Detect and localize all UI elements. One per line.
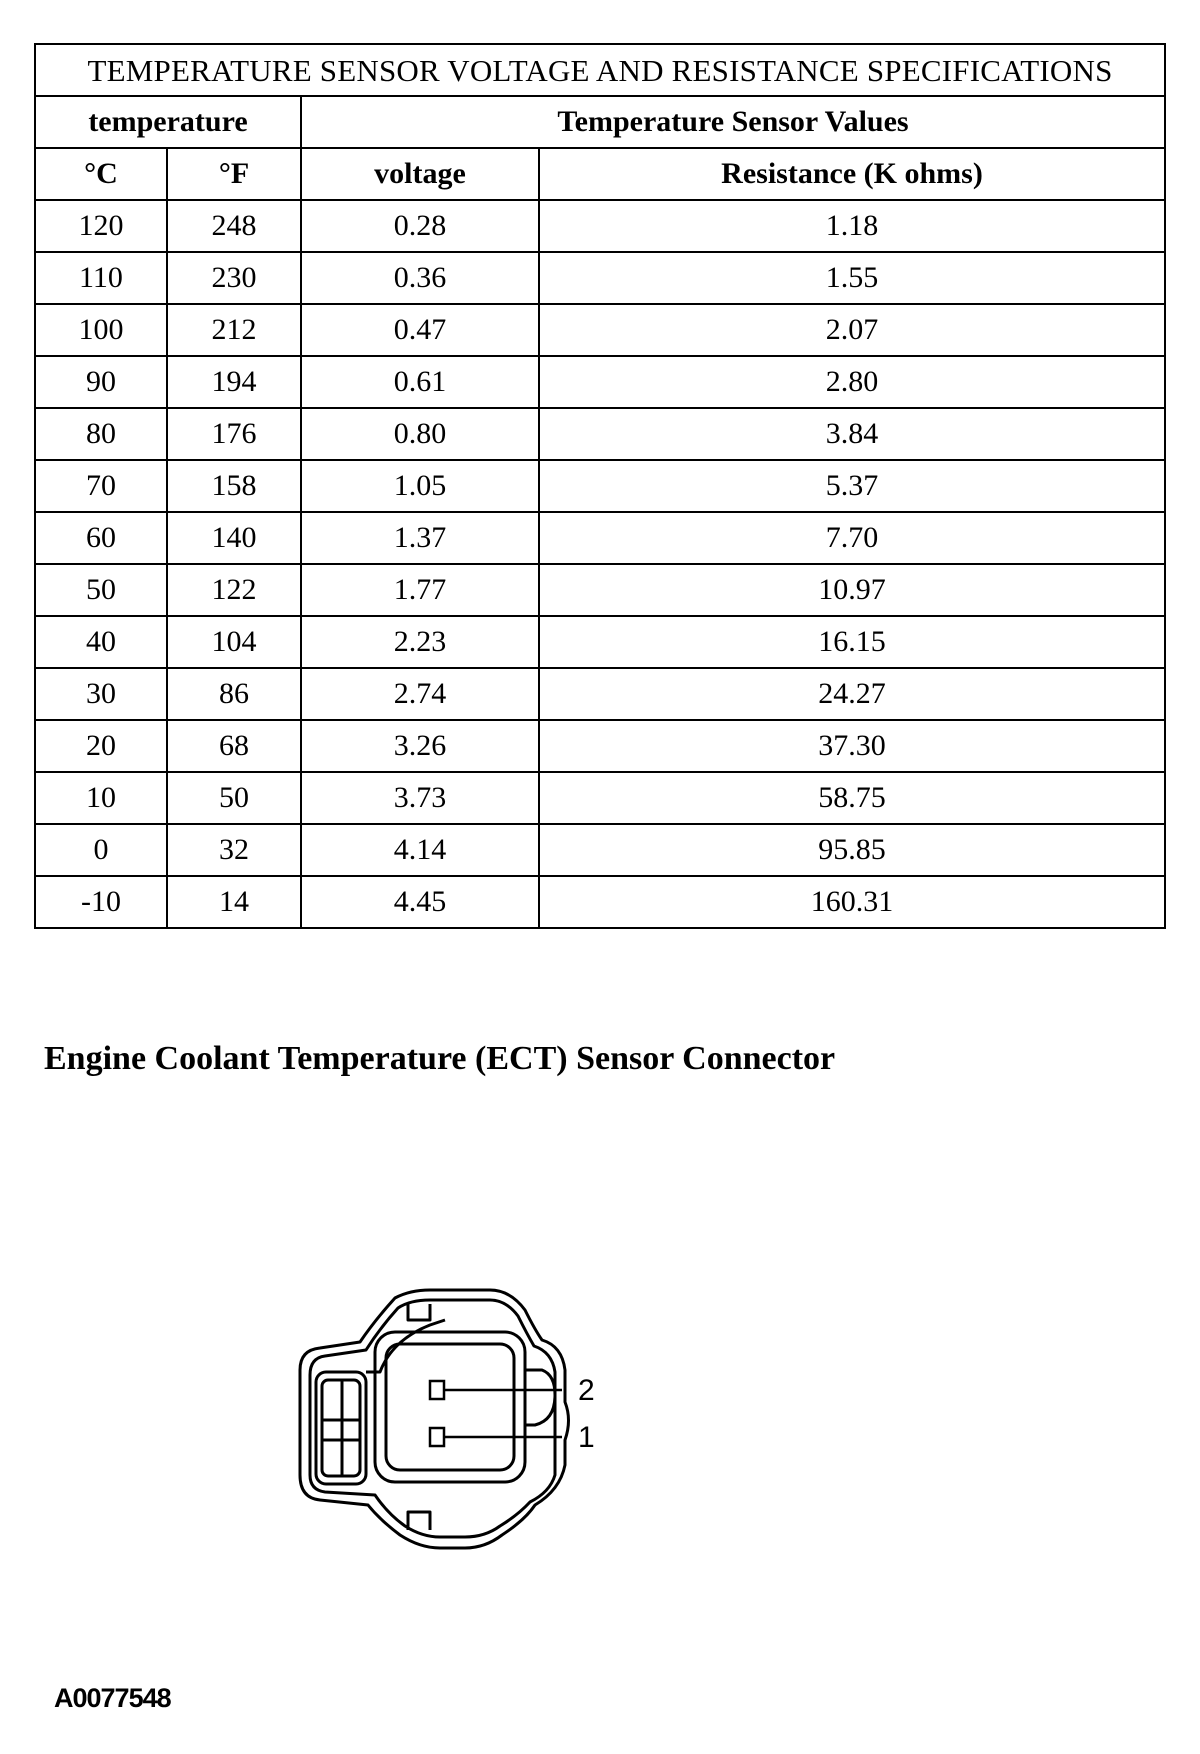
fahrenheit-cell: 68 xyxy=(167,720,301,772)
table-row xyxy=(35,252,1165,304)
resistance-cell: 95.85 xyxy=(539,824,1165,876)
resistance-cell: 160.31 xyxy=(539,876,1165,928)
celsius-cell: 100 xyxy=(35,304,167,356)
celsius-cell: 30 xyxy=(35,668,167,720)
celsius-cell: 40 xyxy=(35,616,167,668)
fahrenheit-cell: 212 xyxy=(167,304,301,356)
fahrenheit-cell: 104 xyxy=(167,616,301,668)
table-row xyxy=(35,564,1165,616)
pin-2-terminal-icon xyxy=(430,1381,444,1399)
voltage-cell: 3.73 xyxy=(301,772,539,824)
resistance-cell: 16.15 xyxy=(539,616,1165,668)
voltage-cell: 0.61 xyxy=(301,356,539,408)
voltage-cell: 4.45 xyxy=(301,876,539,928)
voltage-cell: 1.37 xyxy=(301,512,539,564)
table-row xyxy=(35,616,1165,668)
fahrenheit-cell: 86 xyxy=(167,668,301,720)
fahrenheit-cell: 14 xyxy=(167,876,301,928)
celsius-cell: 10 xyxy=(35,772,167,824)
ect-sensor-connector-diagram xyxy=(280,1280,680,1580)
voltage-cell: 2.74 xyxy=(301,668,539,720)
resistance-cell: 58.75 xyxy=(539,772,1165,824)
specifications-table xyxy=(34,43,1166,929)
celsius-cell: -10 xyxy=(35,876,167,928)
voltage-cell: 3.26 xyxy=(301,720,539,772)
voltage-cell: 1.77 xyxy=(301,564,539,616)
connector-housing-icon xyxy=(300,1290,569,1548)
terminal-pins xyxy=(430,1381,444,1446)
fahrenheit-cell: 158 xyxy=(167,460,301,512)
celsius-cell: 20 xyxy=(35,720,167,772)
fahrenheit-cell: 248 xyxy=(167,200,301,252)
table-row xyxy=(35,772,1165,824)
resistance-cell: 24.27 xyxy=(539,668,1165,720)
table-row xyxy=(35,408,1165,460)
sensor-values-group-header: Temperature Sensor Values xyxy=(301,96,1165,148)
connector-heading: Engine Coolant Temperature (ECT) Sensor Connector xyxy=(44,1040,836,1077)
fahrenheit-column-header: °F xyxy=(167,148,301,200)
table-row xyxy=(35,512,1165,564)
celsius-cell: 0 xyxy=(35,824,167,876)
celsius-column-header: °C xyxy=(35,148,167,200)
fahrenheit-cell: 32 xyxy=(167,824,301,876)
table-row xyxy=(35,200,1165,252)
pin-1-label: 1 xyxy=(578,1421,595,1454)
resistance-cell: 2.07 xyxy=(539,304,1165,356)
table-title: TEMPERATURE SENSOR VOLTAGE AND RESISTANCE SPECIFICATIONS xyxy=(35,44,1165,96)
resistance-cell: 1.55 xyxy=(539,252,1165,304)
celsius-cell: 50 xyxy=(35,564,167,616)
resistance-cell: 5.37 xyxy=(539,460,1165,512)
pin-leader-lines xyxy=(444,1390,562,1437)
fahrenheit-cell: 122 xyxy=(167,564,301,616)
voltage-cell: 0.47 xyxy=(301,304,539,356)
table-row xyxy=(35,304,1165,356)
resistance-cell: 1.18 xyxy=(539,200,1165,252)
table-row xyxy=(35,720,1165,772)
celsius-cell: 60 xyxy=(35,512,167,564)
voltage-cell: 0.80 xyxy=(301,408,539,460)
voltage-cell: 0.36 xyxy=(301,252,539,304)
temperature-group-header: temperature xyxy=(35,96,301,148)
figure-reference-id: A0077548 xyxy=(54,1683,171,1713)
table-row xyxy=(35,824,1165,876)
table-row xyxy=(35,876,1165,928)
table-row xyxy=(35,668,1165,720)
resistance-cell: 10.97 xyxy=(539,564,1165,616)
celsius-cell: 70 xyxy=(35,460,167,512)
voltage-cell: 2.23 xyxy=(301,616,539,668)
celsius-cell: 90 xyxy=(35,356,167,408)
fahrenheit-cell: 50 xyxy=(167,772,301,824)
fahrenheit-cell: 140 xyxy=(167,512,301,564)
fahrenheit-cell: 194 xyxy=(167,356,301,408)
voltage-cell: 4.14 xyxy=(301,824,539,876)
pin-2-label: 2 xyxy=(578,1374,595,1407)
pin-1-terminal-icon xyxy=(430,1428,444,1446)
table-row xyxy=(35,356,1165,408)
voltage-cell: 0.28 xyxy=(301,200,539,252)
celsius-cell: 120 xyxy=(35,200,167,252)
resistance-cell: 2.80 xyxy=(539,356,1165,408)
table-row xyxy=(35,460,1165,512)
resistance-cell: 37.30 xyxy=(539,720,1165,772)
specifications-table-body xyxy=(35,200,1165,928)
resistance-cell: 3.84 xyxy=(539,408,1165,460)
fahrenheit-cell: 230 xyxy=(167,252,301,304)
resistance-cell: 7.70 xyxy=(539,512,1165,564)
celsius-cell: 110 xyxy=(35,252,167,304)
celsius-cell: 80 xyxy=(35,408,167,460)
voltage-cell: 1.05 xyxy=(301,460,539,512)
fahrenheit-cell: 176 xyxy=(167,408,301,460)
resistance-column-header: Resistance (K ohms) xyxy=(539,148,1165,200)
voltage-column-header: voltage xyxy=(301,148,539,200)
